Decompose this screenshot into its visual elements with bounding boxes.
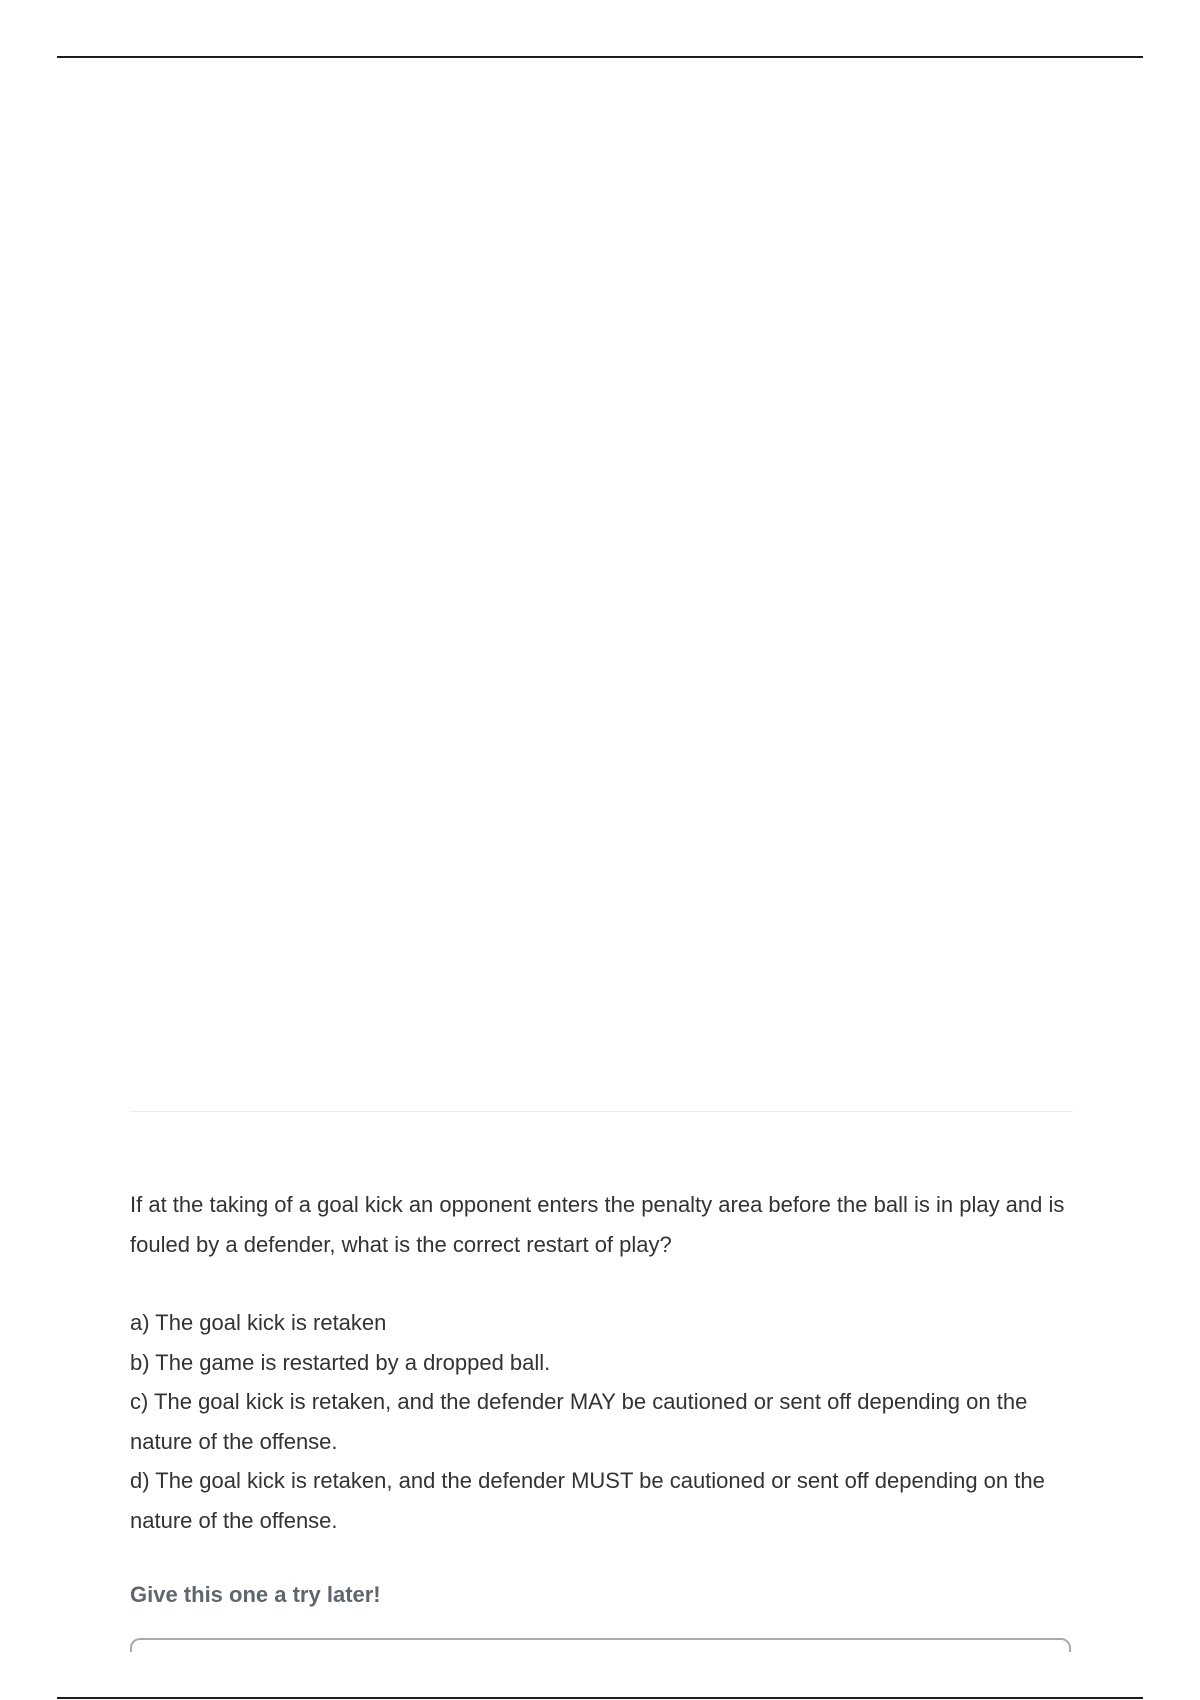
question-text: If at the taking of a goal kick an opponent enters the penalty area before the ball is in play and is fouled by a defender, what is the correct restart of play? [130, 1192, 1065, 1257]
answer-option-c: c) The goal kick is retaken, and the defender MAY be cautioned or sent off depending on the nature of the offense. [130, 1389, 1028, 1454]
answer-option-a: a) The goal kick is retaken [130, 1310, 387, 1335]
content-divider [130, 1111, 1073, 1112]
try-later-label: Give this one a try later! [130, 1582, 381, 1607]
page-bottom-rule [57, 1697, 1143, 1699]
page-top-rule [57, 56, 1143, 58]
answer-options [130, 1303, 1080, 1540]
answer-card-edge [130, 1638, 1071, 1652]
answer-option-d: d) The goal kick is retaken, and the defender MUST be cautioned or sent off depending on the nature of the offense. [130, 1468, 1045, 1533]
question-block [130, 1185, 1080, 1615]
answer-option-b: b) The game is restarted by a dropped ball. [130, 1349, 551, 1375]
